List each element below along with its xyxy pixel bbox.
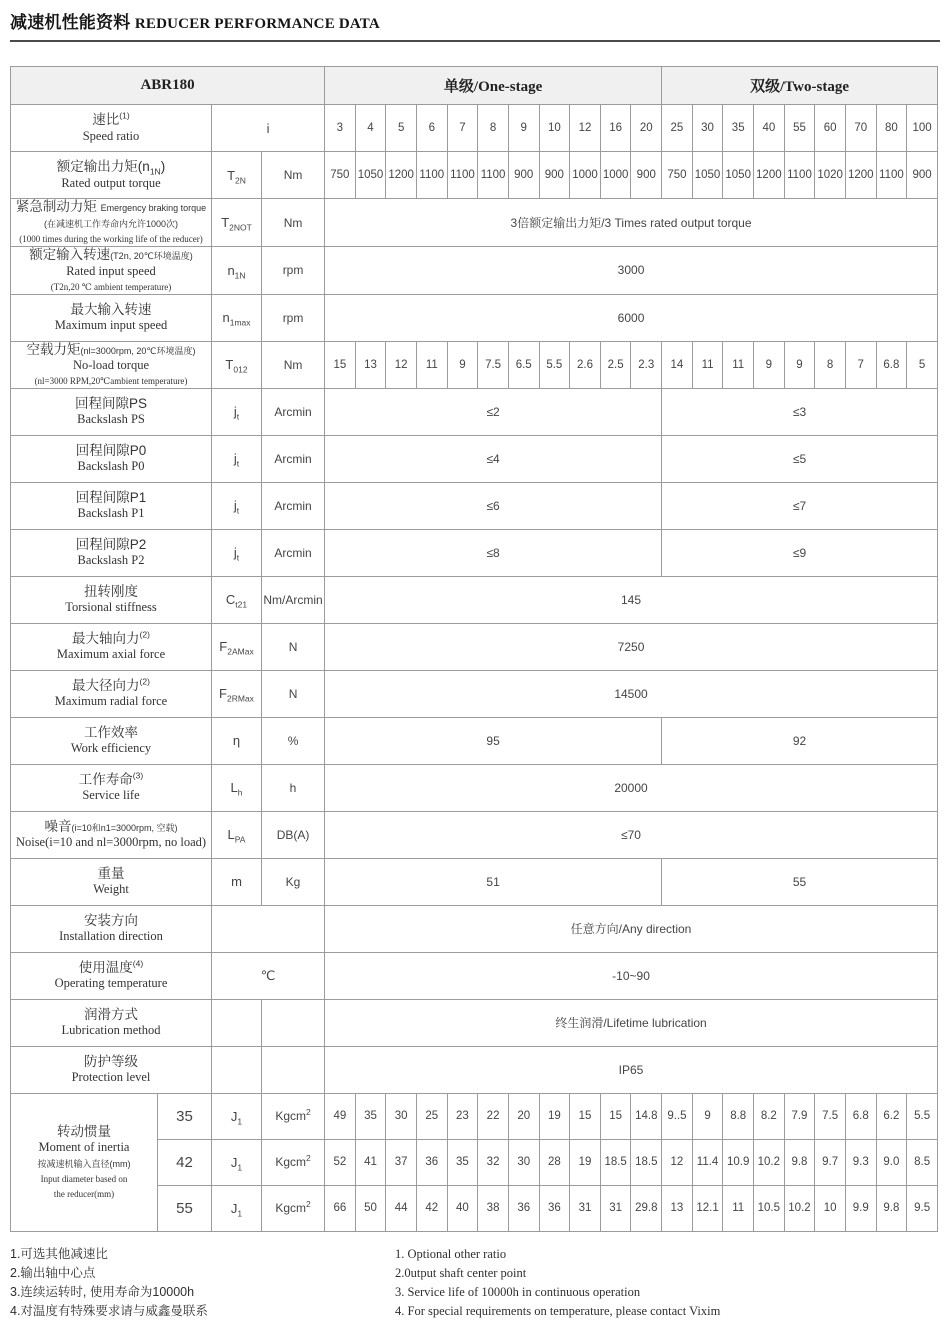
table-header-row: [11, 67, 938, 105]
row-label-lubrication-method: 润滑方式 Lubrication method: [11, 999, 212, 1046]
footnotes: [10, 1245, 940, 1321]
value-cell-moment-of-inertia-55-4: 40: [447, 1185, 478, 1231]
value-cell-moment-of-inertia-55-19: 9.5: [907, 1185, 938, 1231]
row-label-backlash-p0: 回程间隙P0 Backslash P0: [11, 435, 212, 482]
value-cell-rated-output-torque-12: 1050: [692, 152, 723, 199]
row-unit-moment-of-inertia-42: Kgcm$^2$: [262, 1139, 325, 1185]
value-span-lubrication-method: 终生润滑/Lifetime lubrication: [325, 999, 938, 1046]
value-cell-rated-output-torque-9: 1000: [600, 152, 631, 199]
footnote-en-1: 1. Optional other ratio: [395, 1246, 507, 1261]
value-cell-no-load-torque-4: 9: [447, 341, 478, 388]
value-cell-moment-of-inertia-55-14: 10.5: [754, 1185, 785, 1231]
table-row-backlash-p1: [11, 482, 938, 529]
value-cell-moment-of-inertia-35-16: 7.5: [815, 1093, 846, 1139]
row-unit-maximum-radial-force: N: [262, 670, 325, 717]
value-cell-moment-of-inertia-55-6: 36: [508, 1185, 539, 1231]
value-cell-moment-of-inertia-35-6: 20: [508, 1093, 539, 1139]
value-cell-moment-of-inertia-42-3: 36: [416, 1139, 447, 1185]
value-cell-no-load-torque-19: 5: [907, 341, 938, 388]
row-symbol-emergency-braking-torque: $T_{2NOT}$: [212, 199, 262, 247]
value-cell-moment-of-inertia-42-2: 37: [386, 1139, 417, 1185]
table-row-moment-of-inertia-35: [11, 1093, 938, 1139]
value-cell-speed-ratio-1: 4: [355, 105, 386, 152]
value-cell-speed-ratio-17: 70: [845, 105, 876, 152]
value-cell-no-load-torque-15: 9: [784, 341, 815, 388]
value-cell-no-load-torque-11: 14: [662, 341, 693, 388]
value-cell-no-load-torque-16: 8: [815, 341, 846, 388]
performance-table: [10, 66, 938, 1232]
value-one-stage-backlash-p0: ≤4: [325, 435, 662, 482]
value-two-stage-backlash-p0: ≤5: [662, 435, 938, 482]
value-two-stage-weight: 55: [662, 858, 938, 905]
table-row-backlash-ps: [11, 388, 938, 435]
footnote-en-3: 3. Service life of 10000h in continuous operation: [395, 1284, 641, 1299]
value-span-rated-input-speed: 3000: [325, 247, 938, 294]
value-cell-no-load-torque-2: 12: [386, 341, 417, 388]
row-label-backlash-p1: 回程间隙P1 Backslash P1: [11, 482, 212, 529]
value-cell-moment-of-inertia-55-3: 42: [416, 1185, 447, 1231]
value-span-maximum-input-speed: 6000: [325, 294, 938, 341]
row-symbol-rated-output-torque: $T_{2N}$: [212, 152, 262, 199]
table-row-rated-input-speed: [11, 247, 938, 294]
row-symbol-moment-of-inertia-42: $J_1$: [212, 1139, 262, 1185]
row-label-protection-level: 防护等级 Protection level: [11, 1046, 212, 1093]
value-span-emergency-braking-torque: 3倍额定输出力矩/3 Times rated output torque: [325, 199, 938, 247]
value-cell-moment-of-inertia-35-19: 5.5: [907, 1093, 938, 1139]
value-cell-moment-of-inertia-42-4: 35: [447, 1139, 478, 1185]
value-cell-moment-of-inertia-55-17: 9.9: [845, 1185, 876, 1231]
row-symbol-work-efficiency: η: [212, 717, 262, 764]
value-cell-rated-output-torque-4: 1100: [447, 152, 478, 199]
value-cell-speed-ratio-18: 80: [876, 105, 907, 152]
row-symbol-maximum-radial-force: $F_{2RMax}$: [212, 670, 262, 717]
value-cell-speed-ratio-9: 16: [600, 105, 631, 152]
footnotes-zh: [10, 1245, 395, 1321]
value-cell-moment-of-inertia-35-15: 7.9: [784, 1093, 815, 1139]
row-symbol-weight: m: [212, 858, 262, 905]
value-span-noise: ≤70: [325, 811, 938, 858]
row-label-maximum-input-speed: 最大输入转速 Maximum input speed: [11, 294, 212, 341]
value-cell-moment-of-inertia-42-10: 18.5: [631, 1139, 662, 1185]
value-cell-speed-ratio-7: 10: [539, 105, 570, 152]
footnote-en-2: 2.0utput shaft center point: [395, 1265, 527, 1280]
value-two-stage-backlash-p1: ≤7: [662, 482, 938, 529]
row-symbol-speed-ratio: i: [212, 105, 325, 152]
value-cell-speed-ratio-10: 20: [631, 105, 662, 152]
value-cell-rated-output-torque-6: 900: [508, 152, 539, 199]
row-symbol-torsional-stiffness: $C_{t21}$: [212, 576, 262, 623]
value-cell-moment-of-inertia-42-18: 9.0: [876, 1139, 907, 1185]
value-cell-no-load-torque-17: 7: [845, 341, 876, 388]
value-cell-moment-of-inertia-55-15: 10.2: [784, 1185, 815, 1231]
row-unit-rated-output-torque: Nm: [262, 152, 325, 199]
value-cell-no-load-torque-9: 2.5: [600, 341, 631, 388]
table-row-weight: [11, 858, 938, 905]
value-two-stage-work-efficiency: 92: [662, 717, 938, 764]
row-label-operating-temperature: 使用温度$^{(4)}$ Operating temperature: [11, 952, 212, 999]
row-label-installation-direction: 安装方向 Installation direction: [11, 905, 212, 952]
value-cell-rated-output-torque-19: 900: [907, 152, 938, 199]
row-unit-backlash-p0: Arcmin: [262, 435, 325, 482]
value-span-maximum-axial-force: 7250: [325, 623, 938, 670]
page-title-zh: 减速机性能资料: [10, 13, 131, 32]
value-cell-moment-of-inertia-55-11: 13: [662, 1185, 693, 1231]
footnote-zh-2: 2.输出轴中心点: [10, 1265, 96, 1280]
value-cell-rated-output-torque-18: 1100: [876, 152, 907, 199]
value-cell-no-load-torque-18: 6.8: [876, 341, 907, 388]
value-two-stage-backlash-p2: ≤9: [662, 529, 938, 576]
value-cell-moment-of-inertia-35-14: 8.2: [754, 1093, 785, 1139]
value-cell-moment-of-inertia-35-1: 35: [355, 1093, 386, 1139]
row-unit-moment-of-inertia-35: Kgcm$^2$: [262, 1093, 325, 1139]
value-cell-rated-output-torque-7: 900: [539, 152, 570, 199]
value-cell-rated-output-torque-3: 1100: [416, 152, 447, 199]
table-row-service-life: [11, 764, 938, 811]
row-label-rated-output-torque: 额定输出力矩$(n_{1N})$ Rated output torque: [11, 152, 212, 199]
table-row-speed-ratio: [11, 105, 938, 152]
value-cell-moment-of-inertia-42-5: 32: [478, 1139, 509, 1185]
value-span-operating-temperature: -10~90: [325, 952, 938, 999]
table-row-work-efficiency: [11, 717, 938, 764]
value-cell-rated-output-torque-0: 750: [325, 152, 356, 199]
row-symbol-rated-input-speed: $n_{1N}$: [212, 247, 262, 294]
value-cell-moment-of-inertia-42-7: 28: [539, 1139, 570, 1185]
row-symbol-moment-of-inertia-35: $J_1$: [212, 1093, 262, 1139]
value-cell-rated-output-torque-13: 1050: [723, 152, 754, 199]
value-cell-speed-ratio-4: 7: [447, 105, 478, 152]
value-cell-moment-of-inertia-35-2: 30: [386, 1093, 417, 1139]
value-cell-speed-ratio-11: 25: [662, 105, 693, 152]
table-row-lubrication-method: [11, 999, 938, 1046]
value-cell-rated-output-torque-1: 1050: [355, 152, 386, 199]
row-label-moment-of-inertia: 转动惯量 Moment of inertia 按减速机输入直径(mm) Input diameter based on the reducer(mm): [11, 1093, 158, 1231]
row-symbol-protection-level: [212, 1046, 262, 1093]
value-cell-moment-of-inertia-55-7: 36: [539, 1185, 570, 1231]
row-label-weight: 重量 Weight: [11, 858, 212, 905]
value-cell-moment-of-inertia-35-8: 15: [570, 1093, 601, 1139]
footnote-en-4: 4. For special requirements on temperature, please contact Vixim: [395, 1303, 721, 1318]
table-row-operating-temperature: [11, 952, 938, 999]
page-title: [10, 8, 940, 42]
model-header-cell: ABR180: [11, 67, 325, 105]
row-symbol-backlash-ps: $j_t$: [212, 388, 262, 435]
row-label-emergency-braking-torque: 紧急制动力矩 Emergency braking torque (在减速机工作寿命内允许1000次) (1000 times during the working life of the reducer): [11, 199, 212, 247]
row-symbol-backlash-p1: $j_t$: [212, 482, 262, 529]
row-symbol-no-load-torque: $T_{012}$: [212, 341, 262, 388]
value-cell-no-load-torque-12: 11: [692, 341, 723, 388]
value-cell-speed-ratio-13: 35: [723, 105, 754, 152]
row-symbol-noise: $L_{PA}$: [212, 811, 262, 858]
row-symbol-moment-of-inertia-55: $J_1$: [212, 1185, 262, 1231]
table-row-no-load-torque: [11, 341, 938, 388]
value-cell-moment-of-inertia-42-13: 10.9: [723, 1139, 754, 1185]
value-cell-no-load-torque-3: 11: [416, 341, 447, 388]
row-symbol-service-life: $L_h$: [212, 764, 262, 811]
row-label-work-efficiency: 工作效率 Work efficiency: [11, 717, 212, 764]
row-unit-service-life: h: [262, 764, 325, 811]
value-cell-rated-output-torque-8: 1000: [570, 152, 601, 199]
value-cell-no-load-torque-0: 15: [325, 341, 356, 388]
value-cell-moment-of-inertia-55-8: 31: [570, 1185, 601, 1231]
value-cell-moment-of-inertia-42-15: 9.8: [784, 1139, 815, 1185]
value-cell-no-load-torque-13: 11: [723, 341, 754, 388]
row-label-maximum-axial-force: 最大轴向力$^{(2)}$ Maximum axial force: [11, 623, 212, 670]
value-cell-no-load-torque-10: 2.3: [631, 341, 662, 388]
value-cell-speed-ratio-15: 55: [784, 105, 815, 152]
value-cell-moment-of-inertia-35-0: 49: [325, 1093, 356, 1139]
value-cell-no-load-torque-1: 13: [355, 341, 386, 388]
row-unit-maximum-input-speed: rpm: [262, 294, 325, 341]
value-cell-moment-of-inertia-42-0: 52: [325, 1139, 356, 1185]
value-cell-speed-ratio-8: 12: [570, 105, 601, 152]
value-cell-no-load-torque-8: 2.6: [570, 341, 601, 388]
table-row-maximum-input-speed: [11, 294, 938, 341]
value-cell-rated-output-torque-14: 1200: [754, 152, 785, 199]
value-cell-moment-of-inertia-35-12: 9: [692, 1093, 723, 1139]
value-cell-moment-of-inertia-42-14: 10.2: [754, 1139, 785, 1185]
value-cell-moment-of-inertia-42-8: 19: [570, 1139, 601, 1185]
row-unit-work-efficiency: %: [262, 717, 325, 764]
value-cell-moment-of-inertia-55-18: 9.8: [876, 1185, 907, 1231]
row-label-torsional-stiffness: 扭转刚度 Torsional stiffness: [11, 576, 212, 623]
value-cell-moment-of-inertia-42-6: 30: [508, 1139, 539, 1185]
table-row-backlash-p2: [11, 529, 938, 576]
value-cell-rated-output-torque-10: 900: [631, 152, 662, 199]
table-row-noise: [11, 811, 938, 858]
value-cell-moment-of-inertia-42-9: 18.5: [600, 1139, 631, 1185]
row-unit-moment-of-inertia-55: Kgcm$^2$: [262, 1185, 325, 1231]
value-cell-moment-of-inertia-35-11: 9..5: [662, 1093, 693, 1139]
table-row-installation-direction: [11, 905, 938, 952]
value-cell-moment-of-inertia-55-10: 29.8: [631, 1185, 662, 1231]
table-row-torsional-stiffness: [11, 576, 938, 623]
value-cell-speed-ratio-0: 3: [325, 105, 356, 152]
value-cell-moment-of-inertia-55-0: 66: [325, 1185, 356, 1231]
table-row-backlash-p0: [11, 435, 938, 482]
value-span-maximum-radial-force: 14500: [325, 670, 938, 717]
row-label-maximum-radial-force: 最大径向力$^{(2)}$ Maximum radial force: [11, 670, 212, 717]
value-one-stage-backlash-ps: ≤2: [325, 388, 662, 435]
value-span-torsional-stiffness: 145: [325, 576, 938, 623]
table-row-rated-output-torque: [11, 152, 938, 199]
value-cell-speed-ratio-19: 100: [907, 105, 938, 152]
value-cell-moment-of-inertia-55-13: 11: [723, 1185, 754, 1231]
group-header-one-stage: 单级/One-stage: [325, 67, 662, 105]
row-unit-backlash-p2: Arcmin: [262, 529, 325, 576]
table-row-protection-level: [11, 1046, 938, 1093]
value-cell-moment-of-inertia-55-2: 44: [386, 1185, 417, 1231]
value-span-protection-level: IP65: [325, 1046, 938, 1093]
value-cell-speed-ratio-5: 8: [478, 105, 509, 152]
row-unit-backlash-ps: Arcmin: [262, 388, 325, 435]
value-cell-moment-of-inertia-55-1: 50: [355, 1185, 386, 1231]
row-unit-lubrication-method: [262, 999, 325, 1046]
row-symbol-maximum-axial-force: $F_{2AMax}$: [212, 623, 262, 670]
value-cell-rated-output-torque-15: 1100: [784, 152, 815, 199]
value-cell-speed-ratio-6: 9: [508, 105, 539, 152]
value-one-stage-backlash-p1: ≤6: [325, 482, 662, 529]
row-label-backlash-ps: 回程间隙PS Backslash PS: [11, 388, 212, 435]
table-row-maximum-radial-force: [11, 670, 938, 717]
row-label-no-load-torque: 空载力矩(nl=3000rpm, 20℃环境温度) No-load torque (nl=3000 RPM,20℃ambient temperature): [11, 341, 212, 388]
table-row-maximum-axial-force: [11, 623, 938, 670]
footnote-zh-3: 3.连续运转时, 使用寿命为10000h: [10, 1284, 195, 1299]
row-unit-rated-input-speed: rpm: [262, 247, 325, 294]
row-symbol-maximum-input-speed: $n_{1max}$: [212, 294, 262, 341]
value-cell-moment-of-inertia-35-3: 25: [416, 1093, 447, 1139]
value-cell-no-load-torque-5: 7.5: [478, 341, 509, 388]
value-one-stage-work-efficiency: 95: [325, 717, 662, 764]
footnote-zh-4: 4.对温度有特殊要求请与威鑫曼联系: [10, 1303, 208, 1318]
value-cell-moment-of-inertia-35-13: 8.8: [723, 1093, 754, 1139]
sub-label-42: 42: [158, 1139, 212, 1185]
value-cell-moment-of-inertia-55-5: 38: [478, 1185, 509, 1231]
row-symbol-installation-direction: [212, 905, 325, 952]
sub-label-35: 35: [158, 1093, 212, 1139]
value-one-stage-weight: 51: [325, 858, 662, 905]
row-label-speed-ratio: 速比$^{(1)}$ Speed ratio: [11, 105, 212, 152]
row-label-rated-input-speed: 额定输入转速(T2n, 20℃环境温度) Rated input speed (T2n,20 ℃ ambient temperature): [11, 247, 212, 294]
row-unit-weight: Kg: [262, 858, 325, 905]
value-cell-moment-of-inertia-42-12: 11.4: [692, 1139, 723, 1185]
row-unit-noise: DB(A): [262, 811, 325, 858]
value-cell-speed-ratio-14: 40: [754, 105, 785, 152]
value-cell-rated-output-torque-5: 1100: [478, 152, 509, 199]
row-symbol-backlash-p2: $j_t$: [212, 529, 262, 576]
row-unit-protection-level: [262, 1046, 325, 1093]
table-row-emergency-braking-torque: [11, 199, 938, 247]
row-label-service-life: 工作寿命$^{(3)}$ Service life: [11, 764, 212, 811]
value-cell-moment-of-inertia-42-11: 12: [662, 1139, 693, 1185]
value-cell-moment-of-inertia-42-19: 8.5: [907, 1139, 938, 1185]
value-cell-rated-output-torque-11: 750: [662, 152, 693, 199]
value-cell-moment-of-inertia-42-16: 9.7: [815, 1139, 846, 1185]
value-cell-moment-of-inertia-55-9: 31: [600, 1185, 631, 1231]
row-unit-maximum-axial-force: N: [262, 623, 325, 670]
value-cell-no-load-torque-14: 9: [754, 341, 785, 388]
page-title-en: REDUCER PERFORMANCE DATA: [134, 16, 380, 32]
value-one-stage-backlash-p2: ≤8: [325, 529, 662, 576]
value-cell-speed-ratio-2: 5: [386, 105, 417, 152]
footnotes-en: [395, 1245, 720, 1321]
value-cell-moment-of-inertia-35-5: 22: [478, 1093, 509, 1139]
footnote-zh-1: 1.可选其他减速比: [10, 1246, 108, 1261]
value-cell-moment-of-inertia-35-18: 6.2: [876, 1093, 907, 1139]
value-cell-speed-ratio-12: 30: [692, 105, 723, 152]
value-cell-moment-of-inertia-35-7: 19: [539, 1093, 570, 1139]
value-two-stage-backlash-ps: ≤3: [662, 388, 938, 435]
value-span-service-life: 20000: [325, 764, 938, 811]
value-cell-no-load-torque-7: 5.5: [539, 341, 570, 388]
row-label-backlash-p2: 回程间隙P2 Backslash P2: [11, 529, 212, 576]
value-cell-rated-output-torque-16: 1020: [815, 152, 846, 199]
value-span-installation-direction: 任意方向/Any direction: [325, 905, 938, 952]
row-symbol-operating-temperature: ℃: [212, 952, 325, 999]
sub-label-55: 55: [158, 1185, 212, 1231]
row-symbol-backlash-p0: $j_t$: [212, 435, 262, 482]
value-cell-speed-ratio-3: 6: [416, 105, 447, 152]
row-unit-no-load-torque: Nm: [262, 341, 325, 388]
value-cell-rated-output-torque-17: 1200: [845, 152, 876, 199]
value-cell-moment-of-inertia-42-1: 41: [355, 1139, 386, 1185]
value-cell-rated-output-torque-2: 1200: [386, 152, 417, 199]
group-header-two-stage: 双级/Two-stage: [662, 67, 938, 105]
value-cell-speed-ratio-16: 60: [815, 105, 846, 152]
row-label-noise: 噪音(i=10和n1=3000rpm, 空载) Noise(i=10 and nl=3000rpm, no load): [11, 811, 212, 858]
value-cell-no-load-torque-6: 6.5: [508, 341, 539, 388]
row-unit-torsional-stiffness: Nm/Arcmin: [262, 576, 325, 623]
row-unit-backlash-p1: Arcmin: [262, 482, 325, 529]
value-cell-moment-of-inertia-55-12: 12.1: [692, 1185, 723, 1231]
value-cell-moment-of-inertia-35-4: 23: [447, 1093, 478, 1139]
row-symbol-lubrication-method: [212, 999, 262, 1046]
value-cell-moment-of-inertia-55-16: 10: [815, 1185, 846, 1231]
value-cell-moment-of-inertia-35-17: 6.8: [845, 1093, 876, 1139]
value-cell-moment-of-inertia-35-10: 14.8: [631, 1093, 662, 1139]
row-unit-emergency-braking-torque: Nm: [262, 199, 325, 247]
value-cell-moment-of-inertia-42-17: 9.3: [845, 1139, 876, 1185]
value-cell-moment-of-inertia-35-9: 15: [600, 1093, 631, 1139]
